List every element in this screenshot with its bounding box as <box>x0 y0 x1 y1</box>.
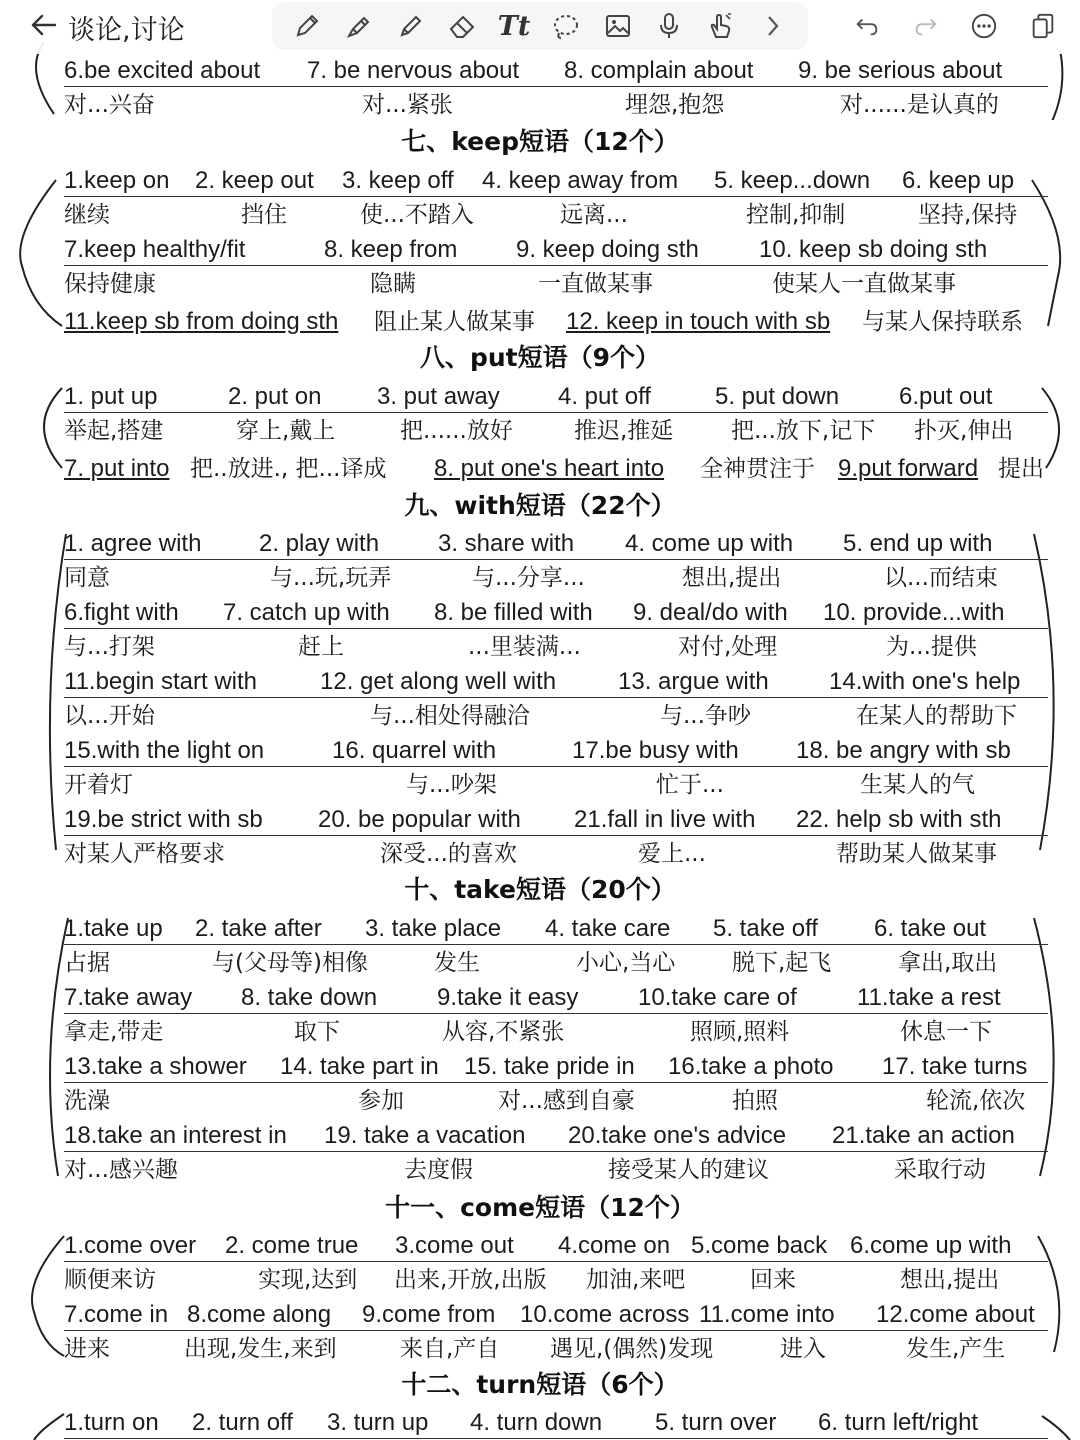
phrase-row-mixed <box>64 452 1048 486</box>
phrase-cn: 发生 <box>434 950 480 976</box>
phrase-cn: 远离... <box>560 202 628 228</box>
phrase-cn: 与...争吵 <box>660 703 751 729</box>
phrase-cn: 赶上 <box>298 634 344 660</box>
phrase-en: 18. be angry with sb <box>796 737 1011 764</box>
phrase-row-cn <box>64 1263 1048 1297</box>
phrase-cn: 一直做某事 <box>538 271 653 297</box>
phrase-en: 6.put out <box>899 383 993 410</box>
phrase-en: 8. take down <box>241 984 378 1011</box>
phrase-cn: 全神贯注于 <box>700 456 815 482</box>
section-heading-with: 九、with短语（22个） <box>404 491 676 520</box>
phrase-row-cn <box>64 768 1048 802</box>
phrase-en: 7. put into <box>64 455 170 482</box>
phrase-cn: 帮助某人做某事 <box>836 841 997 867</box>
phrase-en: 4. put off <box>558 383 651 410</box>
phrase-en: 11.come into <box>699 1301 835 1328</box>
phrase-cn: 占据 <box>64 950 110 976</box>
phrase-cn: 加油,来吧 <box>586 1267 686 1293</box>
phrase-row-en <box>64 734 1048 767</box>
phrase-en: 6. keep up <box>902 167 1015 194</box>
phrase-cn: 与...打架 <box>64 634 155 660</box>
phrase-cn: 对...感兴趣 <box>64 1157 178 1183</box>
lasso-icon[interactable] <box>549 9 583 43</box>
phrase-cn: 以...而结束 <box>884 565 998 591</box>
phrase-en: 8. be filled with <box>434 599 593 626</box>
pen-icon[interactable] <box>290 9 324 43</box>
undo-icon[interactable] <box>850 9 884 43</box>
phrase-row-cn <box>64 267 1048 301</box>
phrase-row-en <box>64 527 1048 560</box>
phrase-en: 5. end up with <box>843 530 993 557</box>
phrase-cn: 阻止某人做某事 <box>374 309 535 335</box>
phrase-cn: 洗澡 <box>64 1088 110 1114</box>
phrase-en: 8. keep from <box>324 236 458 263</box>
phrase-cn: 在某人的帮助下 <box>856 703 1017 729</box>
phrase-en: 5. put down <box>715 383 840 410</box>
phrase-cn: 把...放下,记下 <box>731 418 876 444</box>
phrase-cn: 挡住 <box>241 202 287 228</box>
phrase-en: 17.be busy with <box>572 737 739 764</box>
phrase-cn: 与...吵架 <box>406 772 497 798</box>
phrase-cn: 实现,达到 <box>258 1267 358 1293</box>
phrase-cn: 与...相处得融洽 <box>370 703 530 729</box>
hand-touch-icon[interactable] <box>704 9 738 43</box>
phrase-en: 20.take one's advice <box>568 1122 787 1149</box>
phrase-cn: 把......放好 <box>400 418 513 444</box>
phrase-cn: ...里装满... <box>468 634 581 660</box>
phrase-en: 14. take part in <box>280 1053 439 1080</box>
phrase-cn: 生某人的气 <box>860 772 975 798</box>
phrase-en: 4. come up with <box>625 530 794 557</box>
phrase-cn: 使某人一直做某事 <box>772 271 956 297</box>
section-heading-put: 八、put短语（9个） <box>419 343 661 372</box>
phrase-cn: 顺便来访 <box>64 1267 156 1293</box>
section-heading-turn: 十二、turn短语（6个） <box>401 1370 679 1399</box>
phrase-en: 12. get along well with <box>320 668 557 695</box>
phrase-en: 4. keep away from <box>482 167 679 194</box>
phrase-cn: 发生,产生 <box>906 1336 1006 1362</box>
phrase-en: 7.come in <box>64 1301 169 1328</box>
phrase-en: 19.be strict with sb <box>64 806 263 833</box>
phrase-en: 2. turn off <box>192 1409 293 1436</box>
phrase-en: 4.come on <box>558 1232 671 1259</box>
phrase-cn: 为...提供 <box>886 634 977 660</box>
phrase-en: 18.take an interest in <box>64 1122 287 1149</box>
phrase-cn: 把..放进., 把...译成 <box>190 456 387 482</box>
phrase-cn: 参加 <box>358 1088 404 1114</box>
chevron-right-icon[interactable] <box>756 9 790 43</box>
phrase-en: 5. take off <box>713 915 818 942</box>
phrase-en: 9.take it easy <box>437 984 579 1011</box>
pencil-icon[interactable] <box>394 9 428 43</box>
phrase-en: 1.take up <box>64 915 163 942</box>
phrase-en: 8.come along <box>187 1301 332 1328</box>
phrase-cn: 与某人保持联系 <box>862 309 1023 335</box>
top-toolbar <box>0 0 1080 54</box>
phrase-en: 3. share with <box>438 530 575 557</box>
phrase-en: 12. keep in touch with sb <box>566 308 831 335</box>
phrase-row-mixed <box>64 305 1048 339</box>
phrase-cn: 采取行动 <box>894 1157 986 1183</box>
phrase-cn: 使...不踏入 <box>360 202 474 228</box>
phrase-row-en <box>64 912 1048 945</box>
phrase-cn: 提出 <box>998 456 1044 482</box>
phrase-en: 2. keep out <box>195 167 314 194</box>
phrase-en: 13. argue with <box>618 668 769 695</box>
phrase-en: 9. be serious about <box>798 57 1003 84</box>
highlighter-icon[interactable] <box>342 9 376 43</box>
phrase-cn: 对...兴奋 <box>64 92 155 118</box>
phrase-cn: 对...紧张 <box>362 92 453 118</box>
phrase-en: 19. take a vacation <box>324 1122 526 1149</box>
phrase-cn: 对...感到自豪 <box>498 1088 635 1114</box>
phrase-en: 2. come true <box>225 1232 359 1259</box>
phrase-en: 6.be excited about <box>64 57 261 84</box>
phrase-en: 7.keep healthy/fit <box>64 236 246 263</box>
phrase-cn: 对......是认真的 <box>840 92 999 118</box>
phrase-cn: 隐瞒 <box>370 271 416 297</box>
phrase-en: 1.come over <box>64 1232 197 1259</box>
phrase-cn: 继续 <box>64 202 110 228</box>
phrase-row-en <box>64 1406 1048 1439</box>
phrase-en: 10.come across <box>520 1301 690 1328</box>
phrase-en: 15. take pride in <box>464 1053 635 1080</box>
phrase-cn: 遇见,(偶然)发现 <box>550 1336 714 1362</box>
phrase-en: 2. take after <box>195 915 322 942</box>
phrase-row-en <box>64 1298 1048 1331</box>
phrase-en: 5. turn over <box>655 1409 777 1436</box>
phrase-en: 13.take a shower <box>64 1053 247 1080</box>
phrase-en: 11.keep sb from doing sth <box>64 308 339 335</box>
phrase-cn: 忙于... <box>656 772 724 798</box>
phrase-en: 20. be popular with <box>318 806 521 833</box>
phrase-en: 6.come up with <box>850 1232 1012 1259</box>
phrase-cn: 对付,处理 <box>678 634 778 660</box>
phrase-row-en <box>64 1229 1048 1262</box>
phrase-en: 4. take care <box>545 915 671 942</box>
phrase-cn: 进入 <box>780 1336 826 1362</box>
phrase-row-cn <box>64 630 1048 664</box>
phrase-cn: 对某人严格要求 <box>64 841 225 867</box>
drawing-tools <box>272 2 808 50</box>
phrase-cn: 与...分享... <box>472 565 585 591</box>
phrase-cn: 控制,抑制 <box>746 202 846 228</box>
phrase-en: 9.put forward <box>838 455 979 482</box>
phrase-row-cn <box>64 414 1048 448</box>
phrase-cn: 出来,开放,出版 <box>394 1267 547 1293</box>
more-options-icon[interactable] <box>967 9 1001 43</box>
phrase-cn: 想出,提出 <box>682 565 782 591</box>
phrase-en: 2. play with <box>259 530 380 557</box>
phrase-en: 17. take turns <box>882 1053 1028 1080</box>
phrase-cn: 开着灯 <box>64 772 133 798</box>
back-arrow-icon[interactable] <box>26 8 60 42</box>
phrase-row-cn <box>64 1015 1048 1049</box>
phrase-cn: 出现,发生,来到 <box>184 1336 337 1362</box>
phrase-cn: 取下 <box>294 1019 340 1045</box>
phrase-en: 11.take a rest <box>857 984 1001 1011</box>
phrase-cn: 拿出,取出 <box>898 950 998 976</box>
phrase-en: 3. turn up <box>327 1409 429 1436</box>
phrase-cn: 与(父母等)相像 <box>212 950 368 976</box>
phrase-cn: 进来 <box>64 1336 110 1362</box>
phrase-en: 15.with the light on <box>64 737 265 764</box>
redo-icon[interactable] <box>909 9 943 43</box>
phrase-cn: 深受...的喜欢 <box>380 841 517 867</box>
phrase-en: 7. be nervous about <box>307 57 520 84</box>
phrase-en: 10.take care of <box>638 984 797 1011</box>
phrase-en: 5.come back <box>691 1232 828 1259</box>
phrase-row-cn <box>64 837 1048 871</box>
section-heading-keep: 七、keep短语（12个） <box>401 127 679 156</box>
eraser-icon[interactable] <box>445 9 479 43</box>
phrase-cn: 爱上... <box>638 841 706 867</box>
phrase-en: 1. agree with <box>64 530 202 557</box>
phrase-row-en <box>64 1119 1048 1152</box>
phrase-en: 3. put away <box>377 383 500 410</box>
phrase-en: 3. take place <box>365 915 502 942</box>
phrase-en: 11.begin start with <box>64 668 257 695</box>
phrase-en: 5. keep...down <box>714 167 871 194</box>
phrase-row-en <box>64 596 1048 629</box>
phrase-row-cn <box>64 1153 1048 1187</box>
phrase-row-en <box>64 233 1048 266</box>
phrase-row-cn <box>64 699 1048 733</box>
phrase-en: 1.keep on <box>64 167 170 194</box>
phrase-cn: 与...玩,玩弄 <box>270 565 392 591</box>
pages-icon[interactable] <box>1026 9 1060 43</box>
phrase-row-cn <box>64 561 1048 595</box>
phrase-cn: 拿走,带走 <box>64 1019 164 1045</box>
phrase-en: 10. provide...with <box>823 599 1005 626</box>
phrase-row-en <box>64 1050 1048 1083</box>
phrase-cn: 轮流,依次 <box>926 1088 1026 1114</box>
phrase-cn: 保持健康 <box>64 271 156 297</box>
phrase-en: 9.come from <box>362 1301 496 1328</box>
phrase-cn: 来自,产自 <box>400 1336 500 1362</box>
phrase-en: 9. deal/do with <box>633 599 788 626</box>
phrase-en: 6.fight with <box>64 599 179 626</box>
phrase-en: 22. help sb with sth <box>796 806 1002 833</box>
phrase-en: 1. put up <box>64 383 158 410</box>
microphone-icon[interactable] <box>652 9 686 43</box>
phrase-cn: 接受某人的建议 <box>608 1157 769 1183</box>
document-title[interactable]: 谈论,讨论 <box>68 15 185 46</box>
phrase-cn: 拍照 <box>732 1088 778 1114</box>
phrase-row-en <box>64 54 1048 87</box>
phrase-en: 3.come out <box>395 1232 514 1259</box>
phrase-en: 7. catch up with <box>223 599 390 626</box>
phrase-cn: 小心,当心 <box>576 950 676 976</box>
phrase-cn: 推迟,推延 <box>574 418 674 444</box>
phrase-cn: 照顾,照料 <box>690 1019 790 1045</box>
phrase-cn: 举起,搭建 <box>64 418 164 444</box>
phrase-en: 4. turn down <box>470 1409 603 1436</box>
phrase-en: 9. keep doing sth <box>516 236 699 263</box>
right-toolbar <box>850 4 1060 48</box>
phrase-row-cn <box>64 1084 1048 1118</box>
phrase-en: 7.take away <box>64 984 193 1011</box>
phrase-row-en <box>64 981 1048 1014</box>
phrase-row-en <box>64 803 1048 836</box>
phrase-en: 6. turn left/right <box>818 1409 979 1436</box>
phrase-row-cn <box>64 198 1048 232</box>
phrase-cn: 埋怨,抱怨 <box>625 92 725 118</box>
phrase-cn: 同意 <box>64 565 110 591</box>
phrase-row-cn <box>64 1332 1048 1366</box>
phrase-en: 10. keep sb doing sth <box>759 236 988 263</box>
phrase-en: 8. put one's heart into <box>434 455 665 482</box>
text-tool-icon[interactable]: Tt <box>497 10 531 42</box>
phrase-row-cn <box>64 946 1048 980</box>
phrase-cn: 从容,不紧张 <box>442 1019 565 1045</box>
phrase-cn: 回来 <box>750 1267 796 1293</box>
phrase-en: 1.turn on <box>64 1409 159 1436</box>
phrase-cn: 想出,提出 <box>900 1267 1000 1293</box>
phrase-en: 14.with one's help <box>829 668 1021 695</box>
phrase-en: 16.take a photo <box>668 1053 834 1080</box>
phrase-en: 16. quarrel with <box>332 737 497 764</box>
phrase-en: 8. complain about <box>564 57 754 84</box>
phrase-row-cn <box>64 88 1048 122</box>
phrase-en: 21.fall in live with <box>574 806 756 833</box>
phrase-cn: 脱下,起飞 <box>732 950 832 976</box>
phrase-row-en <box>64 665 1048 698</box>
phrase-cn: 穿上,戴上 <box>236 418 336 444</box>
phrase-cn: 去度假 <box>404 1157 473 1183</box>
section-heading-come: 十一、come短语（12个） <box>385 1193 695 1222</box>
phrase-en: 12.come about <box>876 1301 1035 1328</box>
phrase-en: 6. take out <box>874 915 987 942</box>
phrase-en: 3. keep off <box>342 167 454 194</box>
phrase-row-en <box>64 164 1048 197</box>
phrase-row-en <box>64 380 1048 413</box>
image-icon[interactable] <box>601 9 635 43</box>
phrase-cn: 休息一下 <box>900 1019 992 1045</box>
phrase-en: 21.take an action <box>832 1122 1015 1149</box>
phrase-en: 2. put on <box>228 383 322 410</box>
phrase-cn: 坚持,保持 <box>918 202 1018 228</box>
phrase-cn: 扑灭,伸出 <box>914 418 1014 444</box>
bracket-left <box>12 176 66 336</box>
section-heading-take: 十、take短语（20个） <box>404 875 676 904</box>
phrase-cn: 以...开始 <box>64 703 155 729</box>
